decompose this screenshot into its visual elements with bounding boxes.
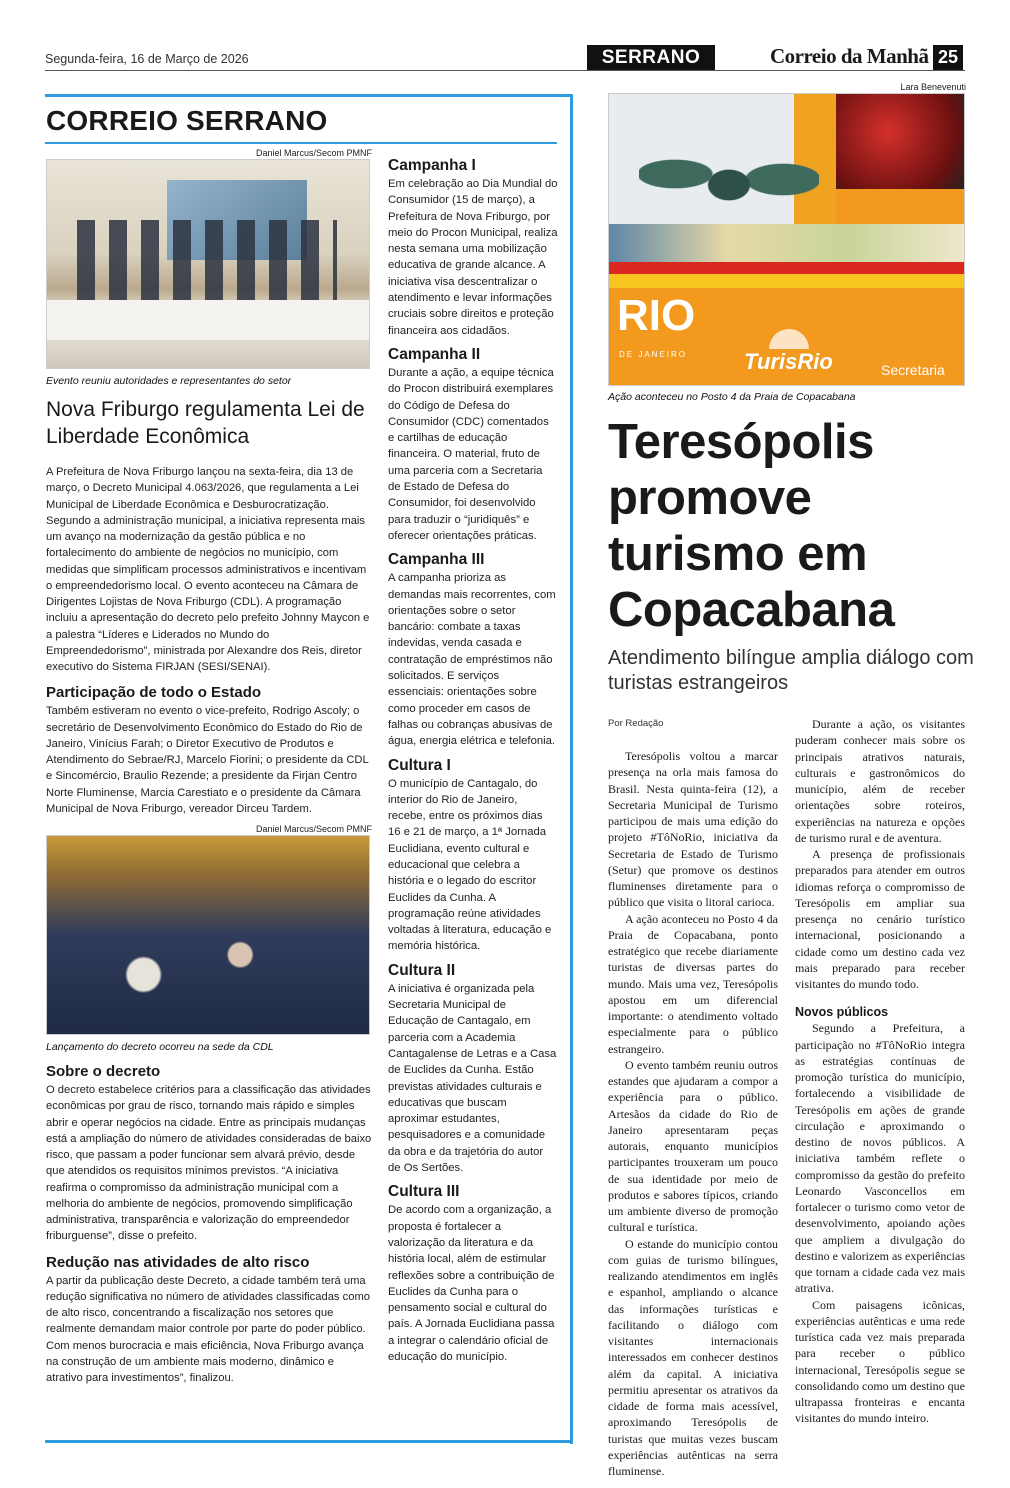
kicker-underline [45, 142, 557, 144]
article-paragraph: A ação aconteceu no Posto 4 da Praia de Copacabana, ponto estratégico que recebe diariamente turistas de diversas partes do mundo. Mais uma vez, Teresópolis apostou em um diferencial importante: o atendimento voltado especialmente para o público estrangeiro. [608, 911, 778, 1056]
article-headline: Nova Friburgo regulamenta Lei de Liberdade Econômica [46, 398, 365, 448]
photo-credit: Daniel Marcus/Secom PMNF [255, 824, 372, 834]
photo-caption: Lançamento do decreto ocorreu na sede da CDL [46, 1041, 274, 1053]
article-paragraph: Segundo a Prefeitura, a participação no #TôNoRio integra as estratégias contínuas de promoção turística do município, fortalecendo a visibilidade de Teresópolis em ações de grande circulação e aproximando o destino de novos públicos. A iniciativa também reflete o compromisso da gestão do prefeito Leonardo Vasconcellos em fortalecer o turismo como vetor de desenvolvimento, apoiando ações que ampliem a divulgação do destino e valorizem as experiências que tornam a cidade cada vez mais atrativa. [795, 1021, 965, 1296]
article-paragraph: A presença de profissionais preparados para atender em outros idiomas reforça o compromisso de Teresópolis em ampliar sua presença no cenário turístico internacional, posicionando a cidade como um destino cada vez mais preparado para receber visitantes do mundo todo. [795, 847, 965, 991]
brief-title: Cultura II [388, 961, 456, 979]
brief-title: Cultura I [388, 756, 451, 774]
section-label: SERRANO [587, 45, 715, 70]
article-lead: A Prefeitura de Nova Friburgo lançou na sexta-feira, dia 13 de março, o Decreto Municipal 4.063/2026, que regulamenta a Lei Municipal de Liberdade Econômica e Desburocratização. Segundo a administração municipal, a iniciativa representa mais um avanço na modernização da gestão pública e no fortalecimento do ambiente de negócios no município, com medidas que simplificam processos administrativos e incentivam o empreendedorismo local. O evento aconteceu na Câmara de Dirigentes Lojistas de Nova Friburgo (CDL). A programação incluiu a apresentação do decreto pelo prefeito Johnny Maycon e a palestra “Líderes e Liderados no Mundo do Empreendedorismo”, ministrada por Alexandre dos Reis, diretor executivo do Sistema FIRJAN (SESI/SENAI). [46, 466, 370, 673]
brief-title: Campanha II [388, 345, 481, 363]
rio-sub-sign: DE JANEIRO [619, 350, 688, 359]
section-kicker: CORREIO SERRANO [46, 105, 328, 136]
brief-text: A iniciativa é organizada pela Secretaria Municipal de Educação de Cantagalo, em parceria com a Academia Cantagalense de Letras e a Casa de Euclides da Cunha. Estão previstas atividades culturais e educativas que buscam aproximar estudantes, pesquisadores e a comunidade da obra e da trajetória do autor de Os Sertões. [388, 982, 557, 1175]
brief-text: Em celebração ao Dia Mundial do Consumidor (15 de março), a Prefeitura de Nova Friburgo, por meio do Procon Municipal, realiza nesta semana uma mobilização educativa de grande alcance. A iniciativa visa descentralizar o atendimento e levar informações cruciais sobre direitos e proteção financeira aos cidadãos. [388, 178, 558, 337]
byline: Por Redação [608, 718, 664, 729]
main-headline: Teresópolis promove turismo em Copacabana [608, 415, 895, 637]
frame-bottom-rule [45, 1440, 572, 1443]
brief-text: De acordo com a organização, a proposta é fortalecer a valorização da literatura e da história local, além de estimular reflexões sobre a contribuição de Euclides da Cunha para o pensamento social e cultural do país. A Jornada Euclidiana passa a integrar o calendário oficial de educação do município. [388, 1204, 555, 1363]
newspaper-logo: Correio da Manhã [770, 44, 929, 68]
brief-text: Durante a ação, a equipe técnica do Procon distribuirá exemplares do Código de Defesa do Consumidor (CDC) comentados e cartilhas de educação financeira. O material, fruto de uma parceria com a Secretaria de Estado de Defesa do Consumidor, foi desenvolvido para traduzir o “juridiquês” e oferecer orientações práticas. [388, 366, 554, 542]
brief-text: O município de Cantagalo, do interior do Rio de Janeiro, recebe, entre os próximos dias 16 e 21 de março, a 1ª Jornada Euclidiana, evento cultural e educacional que celebra a história e o legado do escritor Euclides da Cunha. A programação reúne atividades voltadas à literatura, educação e memória histórica. [388, 777, 552, 953]
article-paragraph: O evento também reuniu outros estandes que ajudaram a compor a experiência para o público. Artesãos da cidade do Rio de Janeiro apresentaram peças autorais, enquanto municípios participantes trouxeram um pouco de sua identidade por meio de produtos e sabores típicos, criando um ambiente diverso de promoção cultural e turística. [608, 1057, 778, 1235]
photo-caption: Evento reuniu autoridades e representantes do setor [46, 375, 292, 387]
subheading: Novos públicos [795, 1005, 889, 1020]
subheading: Participação de todo o Estado [46, 684, 262, 702]
frame-top-rule [45, 94, 572, 97]
booth-photo [608, 93, 965, 386]
edition-date: Segunda-feira, 16 de Março de 2026 [45, 52, 249, 66]
photo-credit: Lara Benevenuti [900, 82, 966, 92]
brief-text: A campanha prioriza as demandas mais recorrentes, com orientações sobre o setor bancário: combate a taxas indevidas, venda casada e contratação de empréstimos não solicitados. E serviços essenciais: orientações sobre como proceder em casos de falhas ou cobranças abusivas de água, energia elétrica e telefonia. [388, 572, 556, 748]
brief-title: Campanha III [388, 551, 485, 569]
subheading: Redução nas atividades de alto risco [46, 1253, 310, 1271]
page-number: 25 [933, 45, 963, 70]
turisrio-sign: TurisRio [744, 349, 833, 374]
subheading: Sobre o decreto [46, 1063, 161, 1080]
article-deck: Atendimento bilíngue amplia diálogo com turistas estrangeiros [608, 647, 974, 694]
article-paragraph: O estande do município contou com guias de turismo bilíngues, realizando atendimentos em inglês e espanhol, ampliando o alcance das informações turísticas e facilitando o diálogo com visitantes internacionais interessados em conhecer destinos além da capital. A iniciativa permitiu apresentar os atrativos da cidade de forma mais acessível, aproximando Teresópolis de turistas que muitas vezes buscam experiências autênticas na serra fluminense. [608, 1236, 778, 1478]
secretaria-sign: Secretaria [881, 362, 945, 378]
brief-title: Cultura III [388, 1183, 460, 1201]
brief-title: Campanha I [388, 157, 476, 174]
article-paragraph: Com paisagens icônicas, experiências autênticas e uma rede turística cada vez mais preparada para receber o público internacional, Teresópolis segue se consolidando como um destino que ultrapassa fronteiras e encanta visitantes do mundo inteiro. [795, 1297, 965, 1426]
frame-right-rule [570, 94, 573, 1444]
article-paragraph: Teresópolis voltou a marcar presença na orla mais famosa do Brasil. Nesta quinta-feira (12), a Secretaria Municipal de Turismo participou de mais uma edição do projeto #TôNoRio, iniciativa da Secretaria de Estado de Turismo (Setur) que promove os destinos fluminenses diretamente para o público que visita o litoral carioca. [608, 749, 778, 910]
header-rule [45, 70, 965, 71]
article-paragraph: O decreto estabelece critérios para a classificação das atividades econômicas por grau de risco, tornando mais rápido e simples abrir e operar negócios na cidade. Entre as principais mudanças está a ampliação do número de atividades consideradas de baixo risco, que passam a poder funcionar sem alvará prévio, desde que atendidos os requisitos mínimos previstos. “A iniciativa reafirma o compromisso da administração municipal com a melhoria do ambiente de negócios, promovendo simplificação administrativa, transparência e valorização do empreendedor friburguense”, disse o prefeito. [46, 1084, 372, 1243]
audience-photo [46, 835, 370, 1035]
article-paragraph: A partir da publicação deste Decreto, a cidade também terá uma redução significativa no número de atividades classificadas como de alto risco, concentrando a fiscalização nos setores que realmente demandam maior controle por parte do poder público. Com menos burocracia e mais eficiência, Nova Friburgo avança na construção de um ambiente mais moderno, dinâmico e atrativo para investimentos”, finalizou. [46, 1274, 370, 1384]
event-photo [46, 159, 370, 369]
article-paragraph: Durante a ação, os visitantes puderam conhecer mais sobre os principais atrativos naturais, culturais e gastronômicos do município, além de receber orientações sobre roteiros, experiências na natureza e opções de turismo rural e de aventura. [795, 717, 965, 845]
photo-caption: Ação aconteceu no Posto 4 da Praia de Copacabana [608, 391, 856, 403]
photo-credit: Daniel Marcus/Secom PMNF [255, 148, 372, 158]
rio-sign: RIO [617, 291, 696, 340]
article-paragraph: Também estiveram no evento o vice-prefeito, Rodrigo Ascoly; o secretário de Desenvolvimento Econômico do Estado do Rio de Janeiro, Vinícius Farah; o Diretor Executivo de Produtos e Atendimento do Sebrae/RJ, Marcelo Fiorini; o presidente da CDL e Sincomércio, Braulio Rezende; a presidente da Firjan Centro Norte Fluminense, Marcia Carestiato e o presidente da Câmara Municipal de Nova Friburgo, vereador Dirceu Tardem. [46, 705, 369, 815]
